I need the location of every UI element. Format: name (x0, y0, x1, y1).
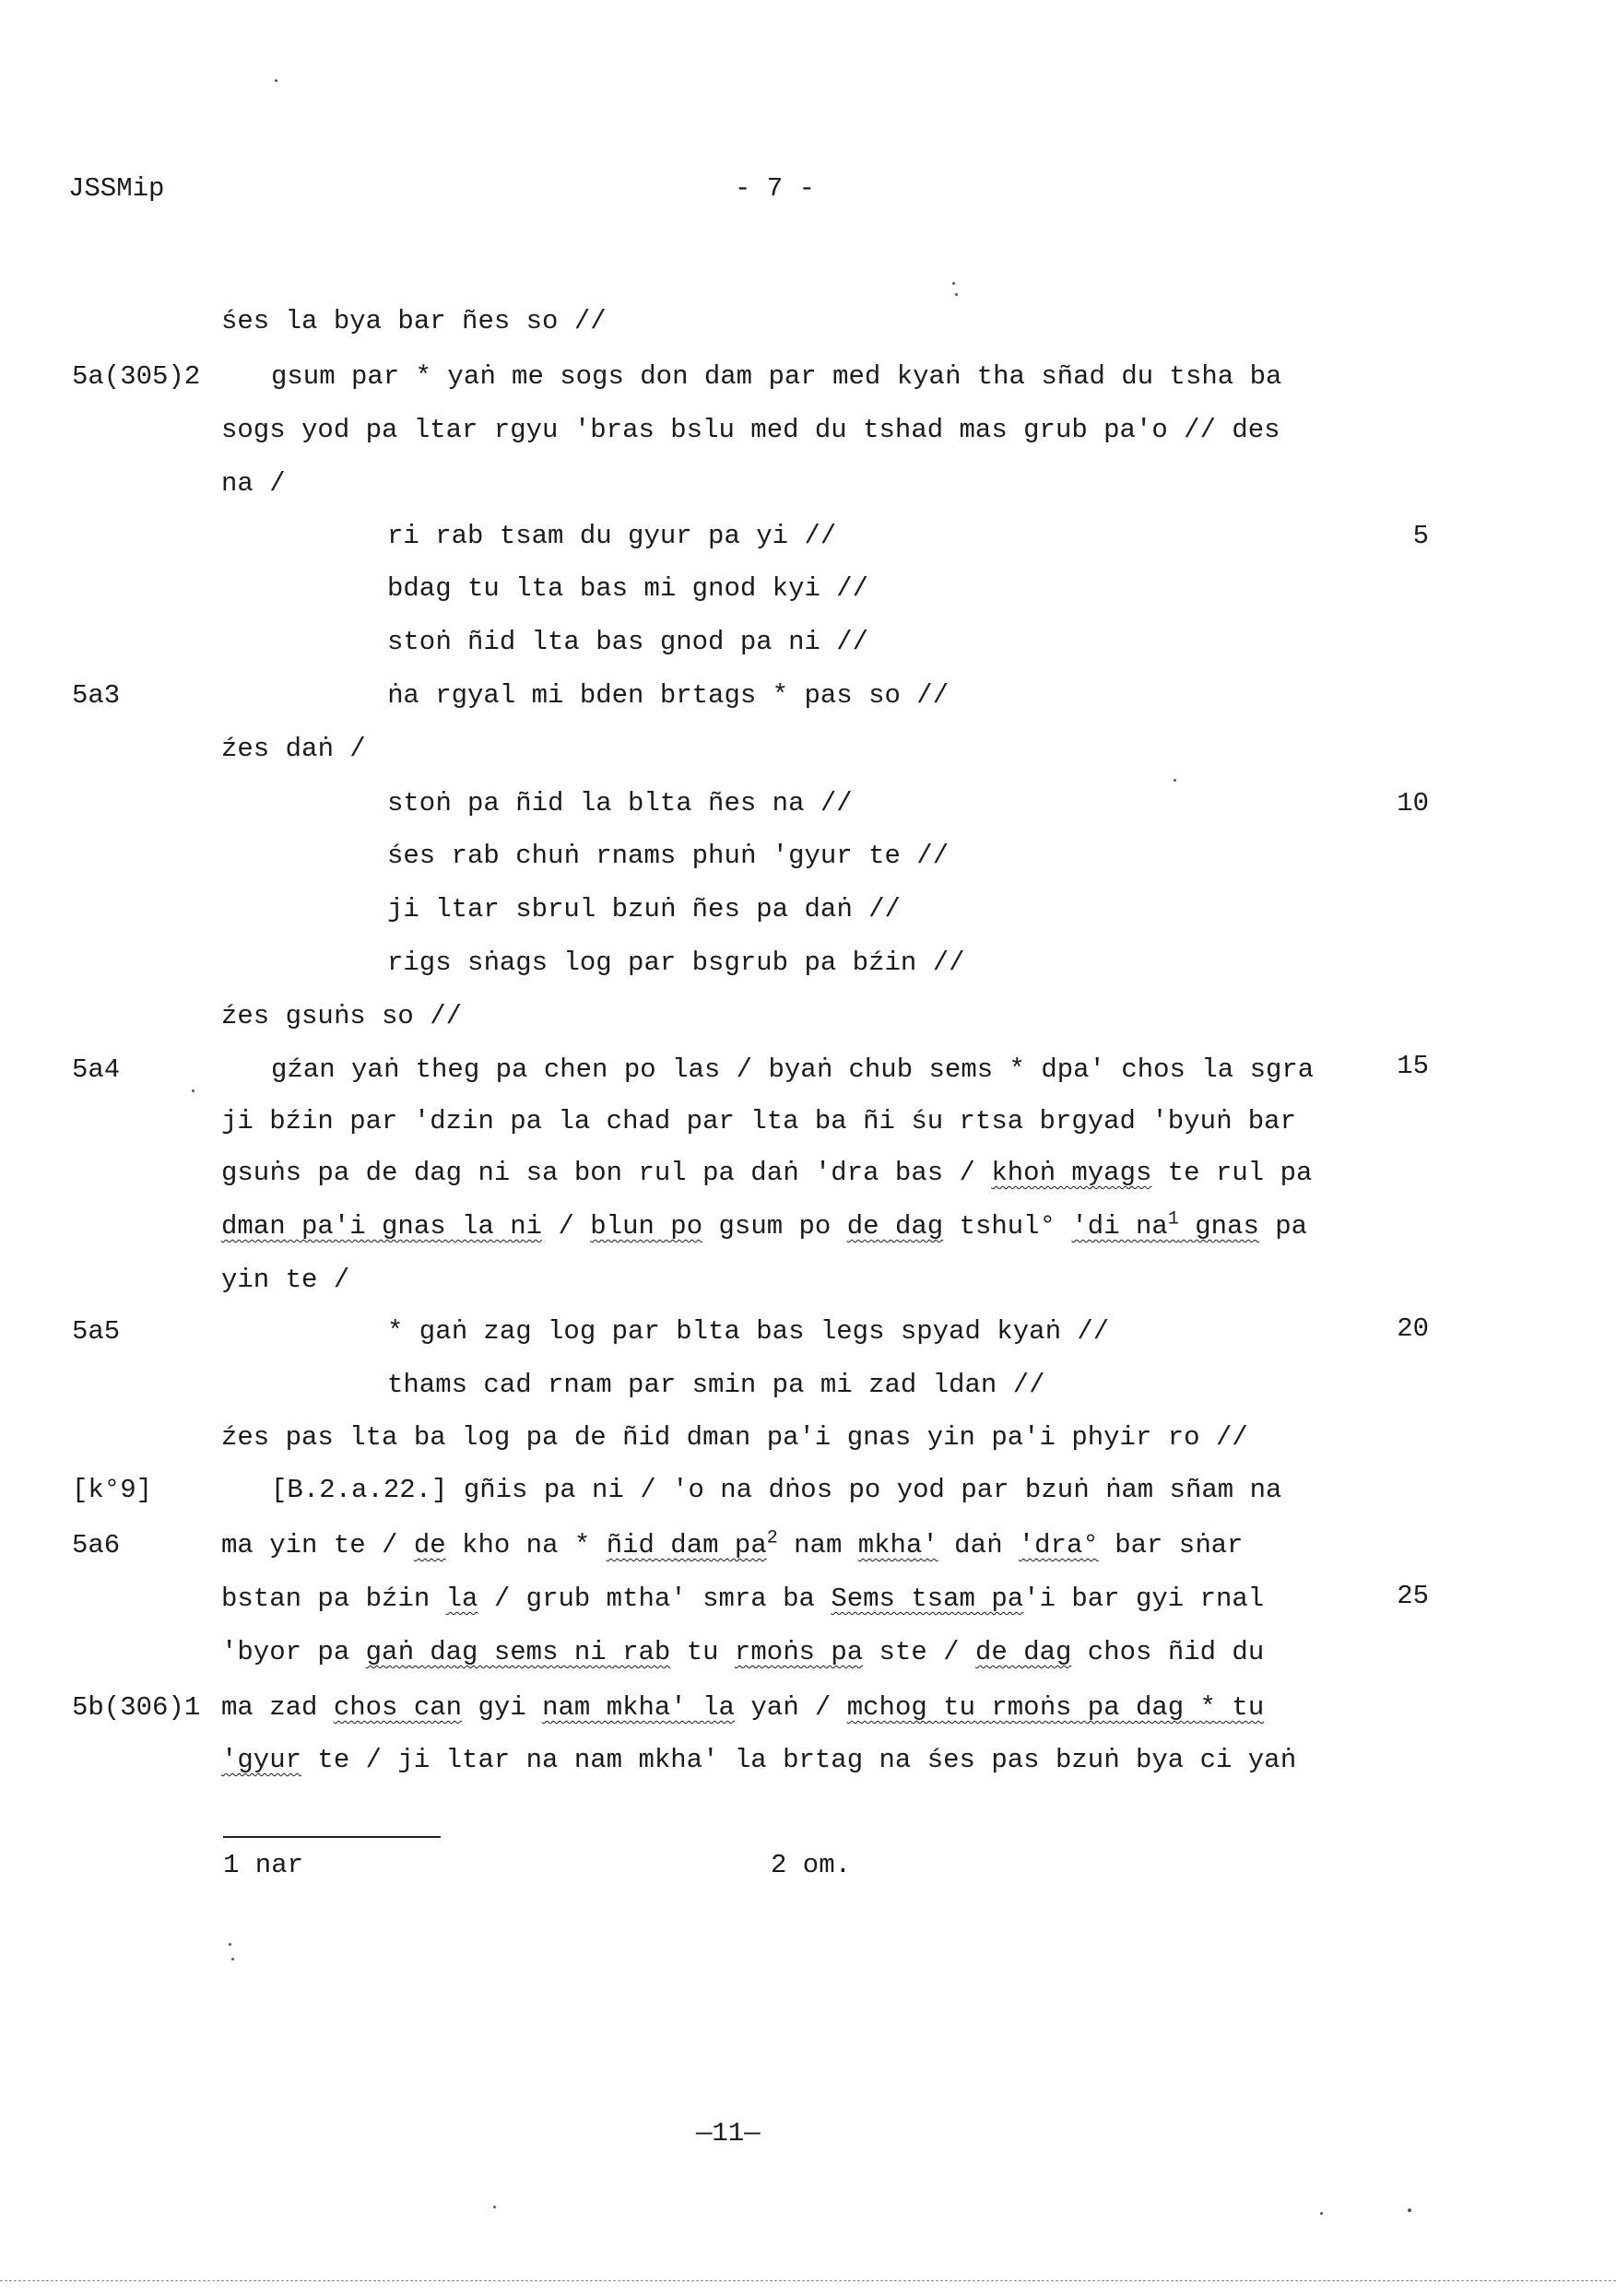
line-number: 5 (1412, 521, 1429, 551)
text-line: bstan pa bźin la / grub mtha' smra ba Sems tsam pa'i bar gyi rnal (221, 1584, 1265, 1614)
underlined-term: gaṅ dag sems ni rab (365, 1637, 671, 1667)
underlined-term: la (445, 1584, 478, 1614)
line-number: 10 (1397, 788, 1429, 818)
scan-speck (231, 1958, 234, 1960)
verse-line: bdag tu lta bas mi gnod kyi // (387, 573, 869, 604)
underlined-term: mkha' (857, 1530, 938, 1560)
text-line: na / (221, 468, 286, 499)
folio-ref: 5a4 (72, 1054, 121, 1085)
verse-line: śes rab chuṅ rnams phuṅ 'gyur te // (387, 841, 950, 871)
verse-line: ri rab tsam du gyur pa yi // (387, 521, 837, 551)
underlined-term: de dag (974, 1637, 1072, 1667)
text-line: 'gyur te / ji ltar na nam mkha' la brtag na śes pas bzuṅ bya ci yaṅ (221, 1745, 1296, 1775)
scan-speck (955, 293, 958, 296)
underlined-term: ñid dam pa (606, 1530, 767, 1560)
folio-ref: [k°9] (72, 1475, 153, 1505)
underlined-term: rmoṅs pa (734, 1637, 864, 1667)
verse-line: stoṅ ñid lta bas gnod pa ni // (387, 627, 869, 657)
text-line: ma zad chos can gyi nam mkha' la yaṅ / mchog tu rmoṅs pa dag * tu (221, 1692, 1265, 1723)
footnote: 1 nar (223, 1850, 304, 1880)
text-line: dman pa'i gnas la ni / blun po gsum po de dag tshul° 'di $na^1$ gnas pa (221, 1208, 1308, 1242)
footnote-marker: 1 (1167, 1208, 1179, 1230)
folio-ref: 5b(306)1 (72, 1692, 201, 1723)
text-line: 'byor pa gaṅ dag sems ni rab tu rmoṅs pa ste / de dag chos ñid du (221, 1637, 1265, 1667)
underlined-term: khoṅ myags (991, 1158, 1152, 1188)
scan-speck (192, 1089, 195, 1092)
footnote: 2 om. (771, 1850, 852, 1880)
text-line: źes pas lta ba log pa de ñid dman pa'i gnas yin pa'i phyir ro // (221, 1422, 1248, 1453)
line-number: 20 (1397, 1313, 1429, 1344)
line-number: 15 (1397, 1051, 1429, 1081)
verse-line: ṅa rgyal mi bden brtags * pas so // (387, 680, 950, 711)
folio-ref: 5a3 (72, 680, 121, 711)
footnote-rule (223, 1836, 441, 1838)
document-id: JSSMip (68, 173, 165, 204)
verse-line: rigs sṅags log par bsgrub pa bźin // (387, 948, 965, 978)
underlined-term: de (413, 1530, 446, 1560)
underlined-term: nam mkha' la (542, 1692, 735, 1723)
scan-speck (1174, 779, 1176, 782)
text-line: źes daṅ / (221, 734, 366, 764)
folio-ref: 5a6 (72, 1530, 121, 1560)
text-line: źes gsuṅs so // (221, 1001, 463, 1031)
footnote-marker: 2 (766, 1527, 778, 1549)
scan-speck (275, 79, 277, 82)
scan-speck (1320, 2212, 1323, 2215)
text-line: ma yin te / de kho na * ñid dam $pa^2$ nam mkha' daṅ 'dra° bar sṅar (221, 1527, 1244, 1560)
text-line: [B.2.a.22.] gñis pa ni / 'o na dṅos po yod par bzuṅ ṅam sñam na (271, 1475, 1282, 1505)
text-line: ji bźin par 'dzin pa la chad par lta ba ñi śu rtsa brgyad 'byuṅ bar (221, 1106, 1296, 1136)
underlined-term: 'di $na^1$ gnas (1071, 1208, 1259, 1242)
folio-ref: 5a(305)2 (72, 361, 201, 392)
line-number: 25 (1397, 1581, 1429, 1611)
text-line: yin te / (221, 1265, 350, 1295)
scan-speck (1408, 2208, 1411, 2212)
text-line: gsum par * yaṅ me sogs don dam par med kyaṅ tha sñad du tsha ba (271, 361, 1282, 392)
underlined-term: blun po (590, 1211, 703, 1242)
text-line: gźan yaṅ theg pa chen po las / byaṅ chub sems * dpa' chos la sgra (271, 1054, 1315, 1085)
verse-line: ji ltar sbrul bzuṅ ñes pa daṅ // (387, 894, 901, 924)
page-number: —11— (696, 2118, 761, 2149)
underlined-term: chos can (333, 1692, 463, 1723)
verse-line: thams cad rnam par smin pa mi zad ldan // (387, 1370, 1045, 1400)
scan-speck (952, 282, 955, 285)
verse-line: stoṅ pa ñid la blta ñes na // (387, 788, 853, 818)
underlined-term: 'gyur (221, 1745, 302, 1775)
verse-line: * gaṅ zag log par blta bas legs spyad kyaṅ // (387, 1316, 1110, 1347)
underlined-term: mchog tu rmoṅs pa dag * tu (846, 1692, 1265, 1723)
scan-speck (229, 1943, 231, 1946)
text-line: śes la bya bar ñes so // (221, 306, 607, 336)
underlined-term: 'dra° (1018, 1530, 1099, 1560)
text-line: gsuṅs pa de dag ni sa bon rul pa daṅ 'dra bas / khoṅ myags te rul pa (221, 1158, 1313, 1188)
text-line: sogs yod pa ltar rgyu 'bras bslu med du tshad mas grub pa'o // des (221, 415, 1280, 445)
scan-speck (493, 2206, 496, 2208)
underlined-term: de dag (846, 1211, 944, 1242)
folio-ref: 5a5 (72, 1316, 121, 1347)
underlined-term: dman pa'i gnas la ni (221, 1211, 543, 1242)
underlined-term: Sems tsam pa (831, 1584, 1024, 1614)
page-marker: - 7 - (735, 173, 816, 204)
scan-edge (0, 2280, 1616, 2281)
